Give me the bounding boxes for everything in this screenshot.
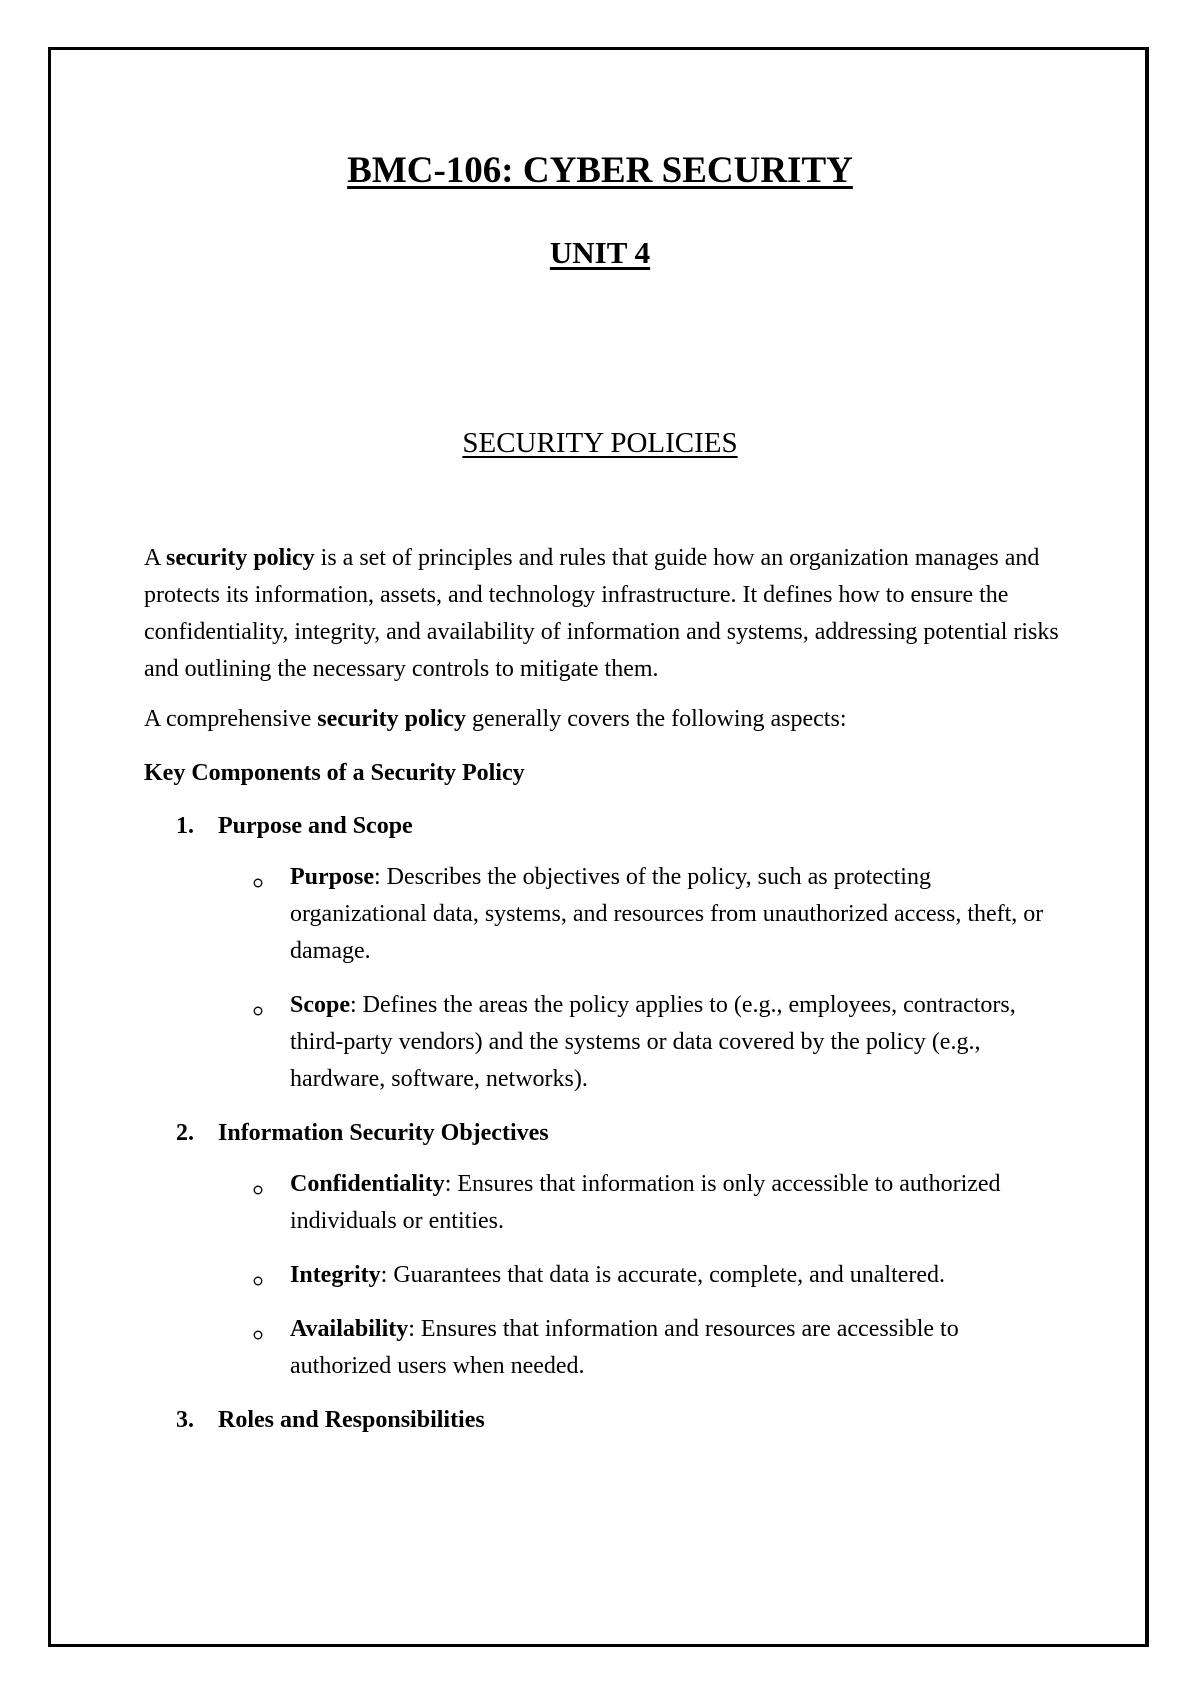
section-heading: Information Security Objectives bbox=[218, 1120, 549, 1146]
term-integrity: Integrity bbox=[290, 1262, 381, 1288]
description-availability: : Ensures that information and resources are accessible to authorized users when needed. bbox=[290, 1316, 959, 1379]
term-purpose: Purpose bbox=[290, 864, 374, 890]
section-number: 3. bbox=[176, 1407, 194, 1433]
description-scope: : Defines the areas the policy applies to (e.g., employees, contractors, third-party vendors) and the systems or data covered by the policy (e.g., hardware, software, networks). bbox=[290, 992, 1016, 1092]
aspects-paragraph bbox=[144, 701, 1064, 738]
list-item-purpose bbox=[144, 859, 1064, 970]
circle-bullet-icon bbox=[253, 1185, 263, 1195]
aspects-text-rest: generally covers the following aspects: bbox=[465, 706, 847, 732]
list-item-integrity bbox=[144, 1257, 1064, 1294]
list-item-confidentiality bbox=[144, 1166, 1064, 1240]
key-components-heading: Key Components of a Security Policy bbox=[144, 760, 525, 786]
circle-bullet-icon bbox=[253, 1276, 263, 1286]
intro-paragraph bbox=[144, 540, 1064, 688]
circle-bullet-icon bbox=[253, 1330, 263, 1340]
section-number: 2. bbox=[176, 1120, 194, 1146]
term-availability: Availability bbox=[290, 1316, 409, 1342]
circle-bullet-icon bbox=[253, 1006, 263, 1016]
section-purpose-and-scope bbox=[144, 808, 1064, 845]
unit-title: UNIT 4 bbox=[549, 235, 651, 270]
course-title: BMC-106: CYBER SECURITY bbox=[347, 150, 853, 191]
section-title: SECURITY POLICIES bbox=[462, 427, 738, 459]
term-confidentiality: Confidentiality bbox=[290, 1171, 445, 1197]
circle-bullet-icon bbox=[253, 878, 263, 888]
term-scope: Scope bbox=[290, 992, 350, 1018]
section-roles-and-responsibilities bbox=[144, 1402, 1064, 1439]
description-confidentiality: : Ensures that information is only accessible to authorized individuals or entities. bbox=[290, 1171, 1001, 1234]
intro-text-start: A bbox=[144, 545, 167, 571]
list-item-scope bbox=[144, 987, 1064, 1098]
intro-text-rest: is a set of principles and rules that guide how an organization manages and protects its information, assets, and technology infrastructure. It defines how to ensure the confidentiality, integrity, and availability of information and systems, addressing potential risks and outlining the necessary controls to mitigate them. bbox=[144, 545, 1059, 682]
description-purpose: : Describes the objectives of the policy, such as protecting organizational data, systems, and resources from unauthorized access, theft, or damage. bbox=[290, 864, 1044, 964]
aspects-term-security-policy: security policy bbox=[317, 706, 466, 732]
section-heading: Roles and Responsibilities bbox=[218, 1407, 485, 1433]
aspects-text-start: A comprehensive bbox=[144, 706, 318, 732]
section-number: 1. bbox=[176, 813, 194, 839]
list-item-availability bbox=[144, 1311, 1064, 1385]
intro-term-security-policy: security policy bbox=[166, 545, 315, 571]
section-information-security-objectives bbox=[144, 1115, 1064, 1152]
section-heading: Purpose and Scope bbox=[218, 813, 413, 839]
description-integrity: : Guarantees that data is accurate, complete, and unaltered. bbox=[380, 1262, 946, 1288]
document-body bbox=[144, 540, 1064, 1453]
